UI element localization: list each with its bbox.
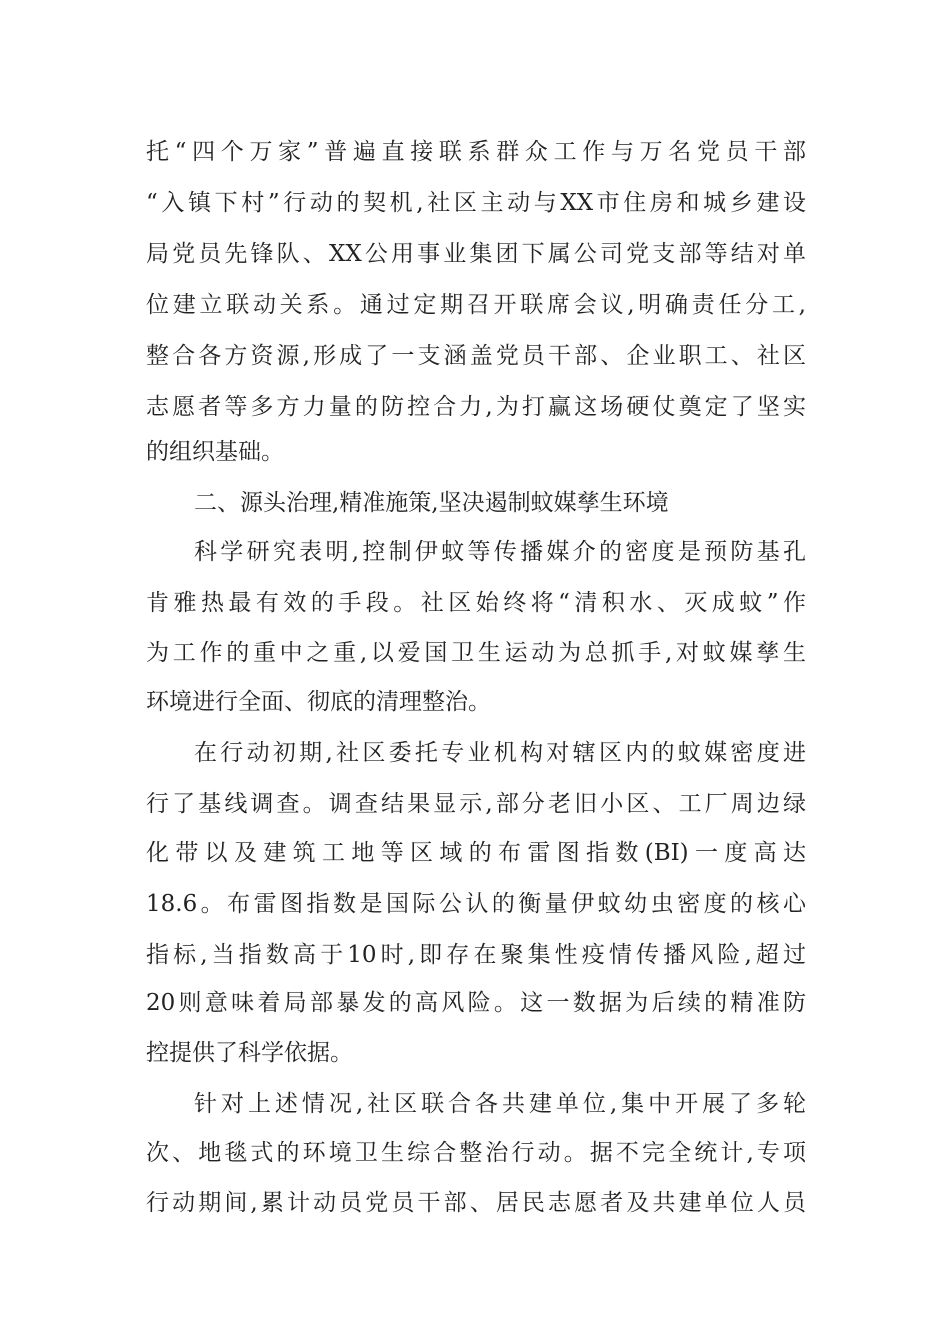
text-line: 位建立联动关系。通过定期召开联席会议,明确责任分工, [146, 292, 806, 318]
text-line: 在行动初期,社区委托专业机构对辖区内的蚊媒密度进 [194, 740, 806, 766]
text-line: 针对上述情况,社区联合各共建单位,集中开展了多轮 [194, 1091, 806, 1117]
text-line: 科学研究表明,控制伊蚊等传播媒介的密度是预防基孔 [194, 539, 806, 565]
text-line: 肯雅热最有效的手段。社区始终将“清积水、灭成蚊”作 [146, 590, 806, 616]
text-line: 20则意味着局部暴发的高风险。这一数据为后续的精准防 [146, 990, 806, 1016]
text-line: 控提供了科学依据。 [146, 1040, 353, 1066]
text-line: 环境进行全面、彻底的清理整治。 [146, 689, 491, 715]
text-line: 托“四个万家”普遍直接联系群众工作与万名党员干部 [146, 139, 806, 165]
text-line: 局党员先锋队、XX公用事业集团下属公司党支部等结对单 [146, 241, 806, 267]
section-heading: 二、源头治理,精准施策,坚决遏制蚊媒孳生环境 [194, 490, 669, 516]
text-line: 为工作的重中之重,以爱国卫生运动为总抓手,对蚊媒孳生 [146, 640, 806, 666]
text-line: 志愿者等多方力量的防控合力,为打赢这场硬仗奠定了坚实 [146, 394, 806, 420]
text-line: 化带以及建筑工地等区域的布雷图指数(BI)一度高达 [146, 840, 806, 866]
text-line: 的组织基础。 [146, 439, 284, 465]
text-line: 整合各方资源,形成了一支涵盖党员干部、企业职工、社区 [146, 343, 806, 369]
text-line: 指标,当指数高于10时,即存在聚集性疫情传播风险,超过 [146, 942, 806, 968]
text-line: 次、地毯式的环境卫生综合整治行动。据不完全统计,专项 [146, 1140, 806, 1166]
text-line: 行动期间,累计动员党员干部、居民志愿者及共建单位人员 [146, 1190, 806, 1216]
text-line: “入镇下村”行动的契机,社区主动与XX市住房和城乡建设 [146, 190, 806, 216]
text-line: 18.6。布雷图指数是国际公认的衡量伊蚊幼虫密度的核心 [146, 891, 806, 917]
text-line: 行了基线调查。调查结果显示,部分老旧小区、工厂周边绿 [146, 791, 806, 817]
